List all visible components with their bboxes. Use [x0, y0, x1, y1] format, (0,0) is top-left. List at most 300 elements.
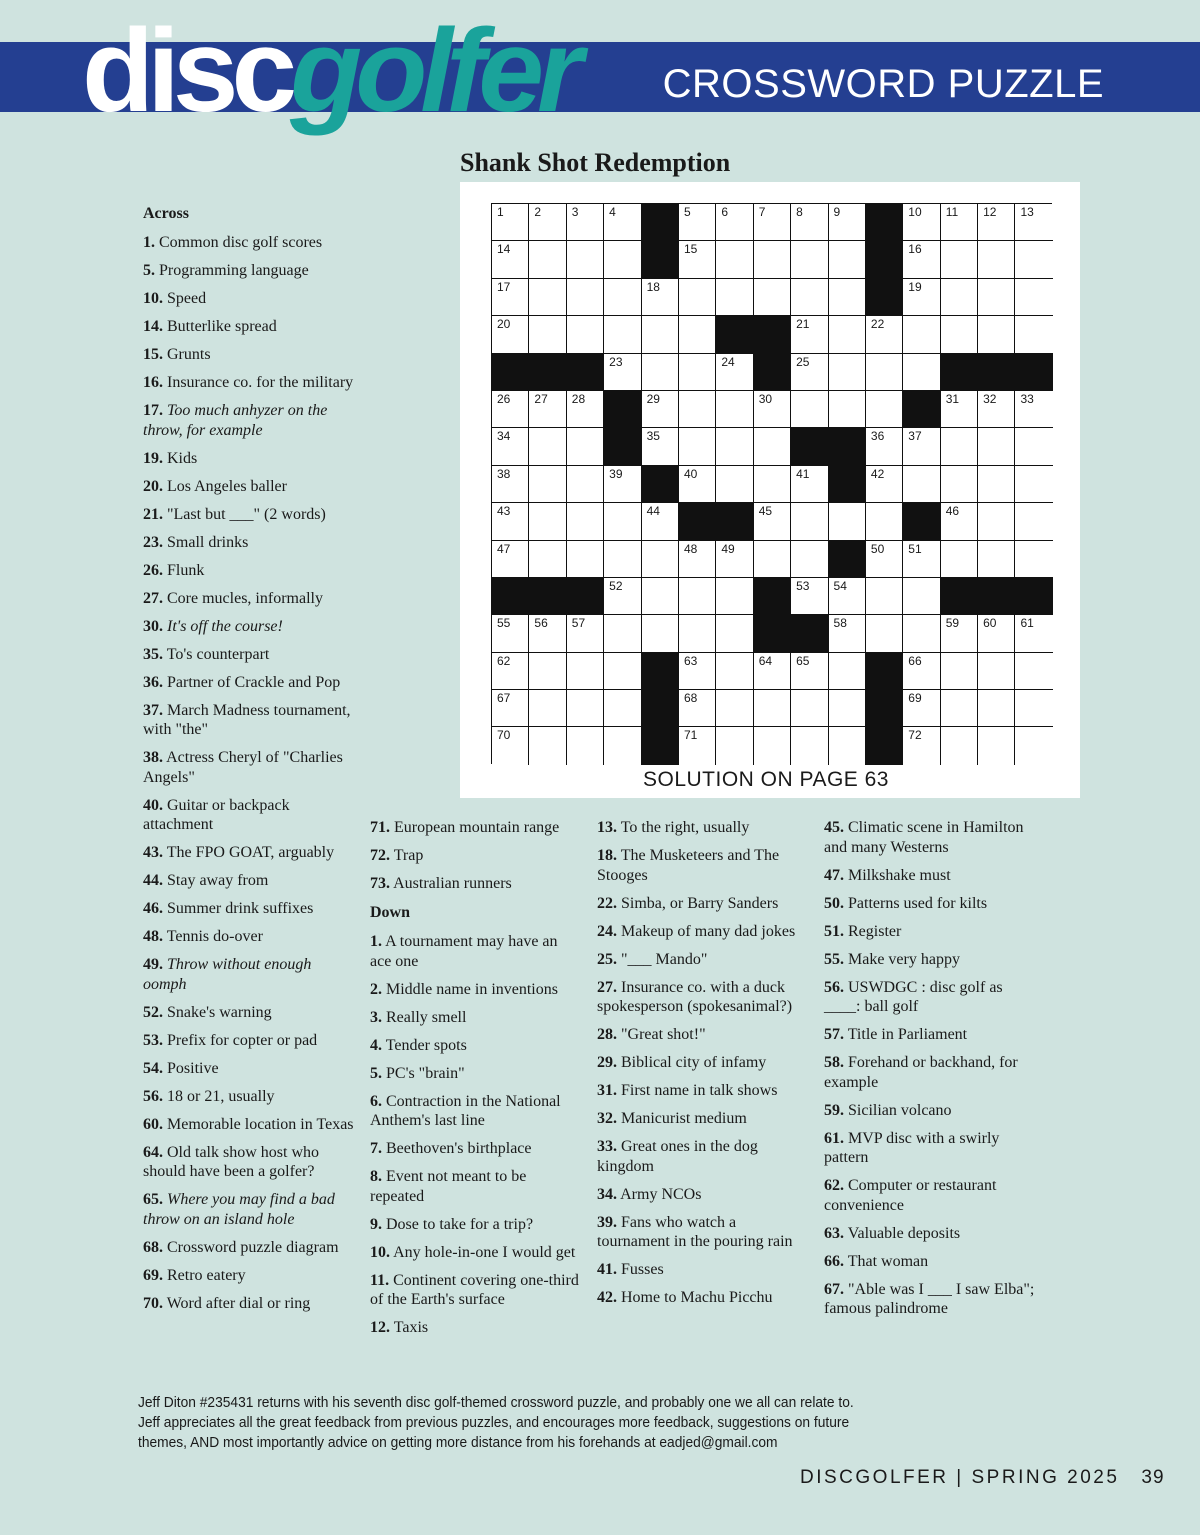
across-clue: [143, 748, 355, 787]
cell-number: 12: [983, 205, 997, 219]
down-clue: [824, 866, 1039, 886]
grid-cell[interactable]: [791, 391, 828, 428]
down-clue: [370, 1092, 582, 1131]
grid-cell[interactable]: [754, 279, 791, 316]
grid-block: [866, 653, 903, 690]
grid-cell[interactable]: [679, 428, 716, 465]
grid-cell[interactable]: [492, 316, 529, 353]
grid-cell[interactable]: [529, 615, 566, 652]
grid-cell[interactable]: [978, 391, 1015, 428]
cell-number: 9: [833, 205, 841, 219]
cell-number: 61: [1020, 616, 1034, 631]
grid-cell[interactable]: [978, 503, 1015, 540]
grid-cell[interactable]: [754, 541, 791, 578]
clue-number: 55.: [824, 950, 844, 968]
clue-text: Title in Parliament: [847, 1026, 968, 1043]
grid-cell[interactable]: [679, 653, 716, 690]
grid-cell[interactable]: [1015, 690, 1052, 727]
grid-cell[interactable]: [941, 541, 978, 578]
grid-cell[interactable]: [529, 503, 566, 540]
grid-cell[interactable]: [604, 578, 641, 615]
clue-text: Middle name in inventions: [386, 980, 558, 998]
grid-cell[interactable]: [529, 541, 566, 578]
cell-number: 36: [870, 429, 885, 444]
clue-text: The FPO GOAT, arguably: [166, 844, 335, 861]
grid-cell[interactable]: [791, 204, 828, 241]
cell-number: 67: [497, 691, 511, 706]
grid-block: [941, 578, 978, 615]
grid-cell[interactable]: [529, 690, 566, 727]
grid-cell[interactable]: [903, 541, 940, 578]
grid-cell[interactable]: [567, 391, 604, 428]
grid-cell[interactable]: [1015, 466, 1052, 503]
grid-cell[interactable]: [679, 279, 716, 316]
across-clue: [143, 1003, 355, 1023]
grid-cell[interactable]: [604, 204, 641, 241]
cell-number: 59: [945, 616, 960, 631]
grid-cell[interactable]: [903, 316, 940, 353]
grid-cell[interactable]: [716, 578, 753, 615]
down-clue: [824, 950, 1039, 970]
grid-cell[interactable]: [829, 578, 866, 615]
clue-text: To the right, usually: [620, 819, 750, 836]
grid-cell[interactable]: [716, 466, 753, 503]
grid-cell[interactable]: [978, 428, 1015, 465]
grid-block: [716, 316, 753, 353]
down-clue: [370, 1064, 582, 1084]
grid-cell[interactable]: [941, 690, 978, 727]
grid-cell[interactable]: [829, 316, 866, 353]
grid-cell[interactable]: [567, 541, 604, 578]
grid-cell[interactable]: [679, 391, 716, 428]
grid-cell[interactable]: [642, 615, 679, 652]
grid-cell[interactable]: [829, 690, 866, 727]
across-clue: [143, 1031, 355, 1051]
clue-text: Climatic scene in Hamilton and many Westerns: [824, 819, 1024, 856]
grid-cell[interactable]: [642, 316, 679, 353]
grid-cell[interactable]: [941, 391, 978, 428]
grid-cell[interactable]: [941, 503, 978, 540]
grid-cell[interactable]: [642, 391, 679, 428]
clue-number: 44.: [143, 872, 163, 889]
grid-cell[interactable]: [492, 391, 529, 428]
grid-cell[interactable]: [829, 204, 866, 241]
clue-text: Programming language: [159, 262, 309, 279]
grid-cell[interactable]: [754, 690, 791, 727]
cell-number: 15: [683, 242, 698, 257]
clue-text: Word after dial or ring: [166, 1294, 311, 1312]
grid-cell[interactable]: [941, 241, 978, 278]
grid-cell[interactable]: [978, 316, 1015, 353]
grid-cell[interactable]: [866, 578, 903, 615]
clue-text: Australian runners: [393, 875, 512, 892]
grid-cell[interactable]: [866, 316, 903, 353]
grid-cell[interactable]: [716, 428, 753, 465]
grid-cell[interactable]: [754, 204, 791, 241]
grid-cell[interactable]: [941, 615, 978, 652]
down-clue: [597, 818, 812, 838]
grid-cell[interactable]: [679, 204, 716, 241]
grid-cell[interactable]: [716, 391, 753, 428]
grid-cell[interactable]: [492, 727, 529, 764]
grid-block: [1015, 578, 1052, 615]
cell-number: 23: [609, 354, 623, 369]
clue-number: 23.: [143, 533, 163, 551]
grid-cell[interactable]: [941, 204, 978, 241]
cell-number: 28: [571, 391, 586, 406]
clue-text: Small drinks: [167, 533, 249, 551]
grid-cell[interactable]: [866, 391, 903, 428]
grid-cell[interactable]: [492, 615, 529, 652]
clue-heading: Across: [143, 205, 189, 222]
grid-cell[interactable]: [866, 503, 903, 540]
grid-block: [903, 391, 940, 428]
grid-cell[interactable]: [903, 578, 940, 615]
across-clue: [143, 401, 355, 440]
down-clue: [370, 1215, 582, 1235]
clue-number: 5.: [143, 262, 155, 279]
grid-cell[interactable]: [604, 653, 641, 690]
cell-number: 30: [758, 391, 773, 406]
grid-cell[interactable]: [791, 541, 828, 578]
grid-cell[interactable]: [567, 204, 604, 241]
clue-number: 49.: [143, 956, 163, 973]
clue-number: 59.: [824, 1101, 844, 1119]
grid-cell[interactable]: [567, 615, 604, 652]
grid-cell[interactable]: [829, 727, 866, 764]
grid-cell[interactable]: [716, 653, 753, 690]
clue-number: 39.: [597, 1213, 617, 1231]
grid-cell[interactable]: [978, 615, 1015, 652]
grid-cell[interactable]: [567, 316, 604, 353]
grid-cell[interactable]: [791, 578, 828, 615]
grid-cell[interactable]: [679, 578, 716, 615]
grid-cell[interactable]: [716, 541, 753, 578]
grid-cell[interactable]: [529, 466, 566, 503]
grid-cell[interactable]: [716, 241, 753, 278]
grid-cell[interactable]: [604, 316, 641, 353]
grid-cell[interactable]: [866, 428, 903, 465]
grid-cell[interactable]: [604, 541, 641, 578]
grid-cell[interactable]: [791, 466, 828, 503]
grid-cell[interactable]: [642, 578, 679, 615]
across-clue: [143, 1087, 355, 1107]
grid-block: [716, 503, 753, 540]
down-clue: [597, 1053, 812, 1073]
grid-cell[interactable]: [716, 354, 753, 391]
grid-cell[interactable]: [567, 727, 604, 764]
clue-text: Old talk show host who should have been a golfer?: [143, 1143, 319, 1180]
down-clue: [370, 1271, 582, 1310]
clue-number: 27.: [143, 589, 163, 607]
grid-cell[interactable]: [492, 653, 529, 690]
grid-cell[interactable]: [529, 727, 566, 764]
grid-cell[interactable]: [604, 690, 641, 727]
clue-column-4: [824, 818, 1039, 1327]
across-clue: [143, 233, 355, 253]
cell-number: 57: [571, 616, 586, 631]
grid-cell[interactable]: [978, 727, 1015, 764]
grid-cell[interactable]: [567, 241, 604, 278]
grid-cell[interactable]: [903, 204, 940, 241]
clue-number: 13.: [597, 819, 617, 836]
grid-cell[interactable]: [978, 241, 1015, 278]
grid-cell[interactable]: [679, 354, 716, 391]
grid-block: [754, 316, 791, 353]
clue-text: Patterns used for kilts: [848, 894, 988, 912]
grid-cell[interactable]: [492, 466, 529, 503]
across-clue: [143, 1115, 355, 1135]
grid-cell[interactable]: [642, 279, 679, 316]
grid-cell[interactable]: [492, 541, 529, 578]
grid-cell[interactable]: [604, 241, 641, 278]
grid-cell[interactable]: [978, 466, 1015, 503]
grid-cell[interactable]: [604, 503, 641, 540]
grid-cell[interactable]: [941, 653, 978, 690]
grid-cell[interactable]: [1015, 241, 1052, 278]
grid-cell[interactable]: [1015, 428, 1052, 465]
clue-number: 37.: [143, 701, 163, 719]
grid-cell[interactable]: [567, 653, 604, 690]
clue-number: 64.: [143, 1143, 163, 1161]
grid-cell[interactable]: [791, 241, 828, 278]
grid-cell[interactable]: [754, 727, 791, 764]
grid-cell[interactable]: [754, 241, 791, 278]
clue-number: 30.: [143, 617, 163, 635]
grid-cell[interactable]: [791, 316, 828, 353]
grid-cell[interactable]: [1015, 316, 1052, 353]
grid-cell[interactable]: [1015, 204, 1052, 241]
grid-cell[interactable]: [567, 503, 604, 540]
grid-cell[interactable]: [754, 428, 791, 465]
cell-number: 35: [646, 429, 660, 444]
grid-cell[interactable]: [679, 466, 716, 503]
grid-cell[interactable]: [716, 690, 753, 727]
clue-number: 48.: [143, 928, 163, 945]
clue-number: 60.: [143, 1115, 163, 1133]
grid-cell[interactable]: [529, 279, 566, 316]
grid-cell[interactable]: [791, 354, 828, 391]
across-clue: [143, 796, 355, 835]
grid-cell[interactable]: [903, 279, 940, 316]
grid-cell[interactable]: [791, 690, 828, 727]
clue-number: 43.: [143, 844, 163, 861]
clue-text: Makeup of many dad jokes: [621, 922, 796, 940]
cell-number: 60: [983, 616, 997, 631]
grid-cell[interactable]: [978, 541, 1015, 578]
clue-text: Valuable deposits: [847, 1224, 961, 1242]
down-clue: [597, 1288, 812, 1308]
grid-cell[interactable]: [567, 428, 604, 465]
grid-cell[interactable]: [679, 241, 716, 278]
grid-cell[interactable]: [829, 653, 866, 690]
grid-cell[interactable]: [492, 241, 529, 278]
clue-number: 58.: [824, 1054, 844, 1071]
grid-cell[interactable]: [716, 204, 753, 241]
grid-cell[interactable]: [791, 653, 828, 690]
grid-cell[interactable]: [903, 428, 940, 465]
cell-number: 14: [497, 242, 511, 257]
across-clue: [370, 874, 582, 894]
grid-block: [866, 690, 903, 727]
across-clue: [143, 561, 355, 581]
grid-cell[interactable]: [567, 279, 604, 316]
across-clue: [143, 617, 355, 637]
grid-cell[interactable]: [679, 316, 716, 353]
grid-cell[interactable]: [866, 466, 903, 503]
grid-block: [829, 466, 866, 503]
clue-text: Fans who watch a tournament in the pouring rain: [597, 1213, 793, 1250]
clue-number: 8.: [370, 1168, 382, 1185]
grid-cell[interactable]: [978, 653, 1015, 690]
grid-cell[interactable]: [829, 615, 866, 652]
grid-cell[interactable]: [679, 690, 716, 727]
grid-cell[interactable]: [1015, 653, 1052, 690]
grid-cell[interactable]: [1015, 503, 1052, 540]
across-clue: [143, 289, 355, 309]
grid-cell[interactable]: [716, 727, 753, 764]
cell-number: 8: [796, 205, 803, 219]
grid-cell[interactable]: [1015, 391, 1052, 428]
grid-cell[interactable]: [1015, 615, 1052, 652]
grid-cell[interactable]: [754, 466, 791, 503]
clue-number: 4.: [370, 1036, 382, 1054]
clue-number: 56.: [824, 978, 844, 996]
grid-cell[interactable]: [829, 354, 866, 391]
clue-number: 22.: [597, 894, 617, 912]
grid-cell[interactable]: [791, 279, 828, 316]
grid-cell[interactable]: [642, 428, 679, 465]
grid-cell[interactable]: [642, 354, 679, 391]
grid-cell[interactable]: [903, 354, 940, 391]
grid-cell[interactable]: [903, 615, 940, 652]
grid-cell[interactable]: [866, 354, 903, 391]
grid-cell[interactable]: [941, 279, 978, 316]
clue-number: 21.: [143, 505, 163, 523]
grid-cell[interactable]: [716, 279, 753, 316]
clue-text: Dose to take for a trip?: [386, 1215, 534, 1233]
grid-cell[interactable]: [604, 279, 641, 316]
grid-cell[interactable]: [903, 241, 940, 278]
down-clue: [370, 980, 582, 1000]
grid-cell[interactable]: [903, 727, 940, 764]
clue-text: Computer or restaurant convenience: [824, 1177, 997, 1214]
grid-cell[interactable]: [1015, 279, 1052, 316]
crossword-grid[interactable]: [491, 203, 1052, 764]
cell-number: 2: [534, 205, 542, 219]
grid-cell[interactable]: [1015, 727, 1052, 764]
grid-cell[interactable]: [941, 428, 978, 465]
grid-cell[interactable]: [679, 727, 716, 764]
clue-number: 63.: [824, 1224, 844, 1242]
grid-cell[interactable]: [492, 428, 529, 465]
grid-cell[interactable]: [941, 316, 978, 353]
across-clue: [143, 1238, 355, 1258]
grid-cell[interactable]: [829, 503, 866, 540]
grid-block: [1015, 354, 1052, 391]
grid-cell[interactable]: [941, 466, 978, 503]
clue-text: Contraction in the National Anthem's last line: [370, 1092, 561, 1129]
grid-cell[interactable]: [529, 316, 566, 353]
grid-cell[interactable]: [754, 653, 791, 690]
clue-number: 69.: [143, 1266, 163, 1284]
grid-cell[interactable]: [978, 204, 1015, 241]
grid-cell[interactable]: [492, 204, 529, 241]
clue-text: Taxis: [393, 1319, 429, 1336]
clue-text: Really smell: [386, 1008, 467, 1026]
grid-cell[interactable]: [567, 690, 604, 727]
grid-block: [642, 466, 679, 503]
grid-cell[interactable]: [903, 690, 940, 727]
grid-cell[interactable]: [492, 503, 529, 540]
grid-cell[interactable]: [529, 241, 566, 278]
grid-cell[interactable]: [642, 541, 679, 578]
clue-heading: Down: [370, 904, 411, 921]
cell-number: 51: [908, 541, 922, 556]
clue-text: Manicurist medium: [621, 1110, 747, 1127]
clue-text: Beethoven's birthplace: [386, 1140, 532, 1157]
grid-cell[interactable]: [978, 279, 1015, 316]
grid-block: [642, 241, 679, 278]
grid-cell[interactable]: [529, 653, 566, 690]
grid-cell[interactable]: [866, 541, 903, 578]
grid-cell[interactable]: [492, 690, 529, 727]
grid-block: [978, 578, 1015, 615]
grid-cell[interactable]: [529, 428, 566, 465]
down-clue: [597, 978, 812, 1017]
clue-text: Trap: [393, 847, 424, 864]
grid-cell[interactable]: [567, 466, 604, 503]
clue-number: 36.: [143, 673, 163, 691]
grid-cell[interactable]: [716, 615, 753, 652]
clue-text: To's counterpart: [166, 645, 270, 663]
grid-cell[interactable]: [829, 241, 866, 278]
grid-cell[interactable]: [754, 503, 791, 540]
grid-cell[interactable]: [492, 279, 529, 316]
grid-cell[interactable]: [866, 615, 903, 652]
clue-column-3: [597, 818, 812, 1316]
grid-cell[interactable]: [903, 466, 940, 503]
down-clue: [597, 1081, 812, 1101]
grid-block: [529, 354, 566, 391]
grid-cell[interactable]: [978, 690, 1015, 727]
grid-cell[interactable]: [529, 391, 566, 428]
across-clue: [143, 505, 355, 525]
grid-cell[interactable]: [829, 391, 866, 428]
solution-note: SOLUTION ON PAGE 63: [642, 768, 889, 791]
clue-text: Throw without enough oomph: [143, 956, 312, 993]
grid-cell[interactable]: [829, 279, 866, 316]
grid-cell[interactable]: [604, 354, 641, 391]
grid-cell[interactable]: [1015, 541, 1052, 578]
grid-cell[interactable]: [642, 503, 679, 540]
grid-cell[interactable]: [903, 653, 940, 690]
grid-cell[interactable]: [679, 615, 716, 652]
grid-cell[interactable]: [754, 391, 791, 428]
grid-cell[interactable]: [941, 727, 978, 764]
grid-cell[interactable]: [679, 541, 716, 578]
grid-cell[interactable]: [791, 503, 828, 540]
grid-cell[interactable]: [604, 615, 641, 652]
grid-cell[interactable]: [604, 727, 641, 764]
grid-cell[interactable]: [604, 466, 641, 503]
grid-cell[interactable]: [529, 204, 566, 241]
clue-number: 40.: [143, 796, 163, 814]
grid-cell[interactable]: [791, 727, 828, 764]
across-clue: [143, 1294, 355, 1314]
clue-number: 15.: [143, 346, 163, 363]
clue-number: 3.: [370, 1008, 382, 1026]
